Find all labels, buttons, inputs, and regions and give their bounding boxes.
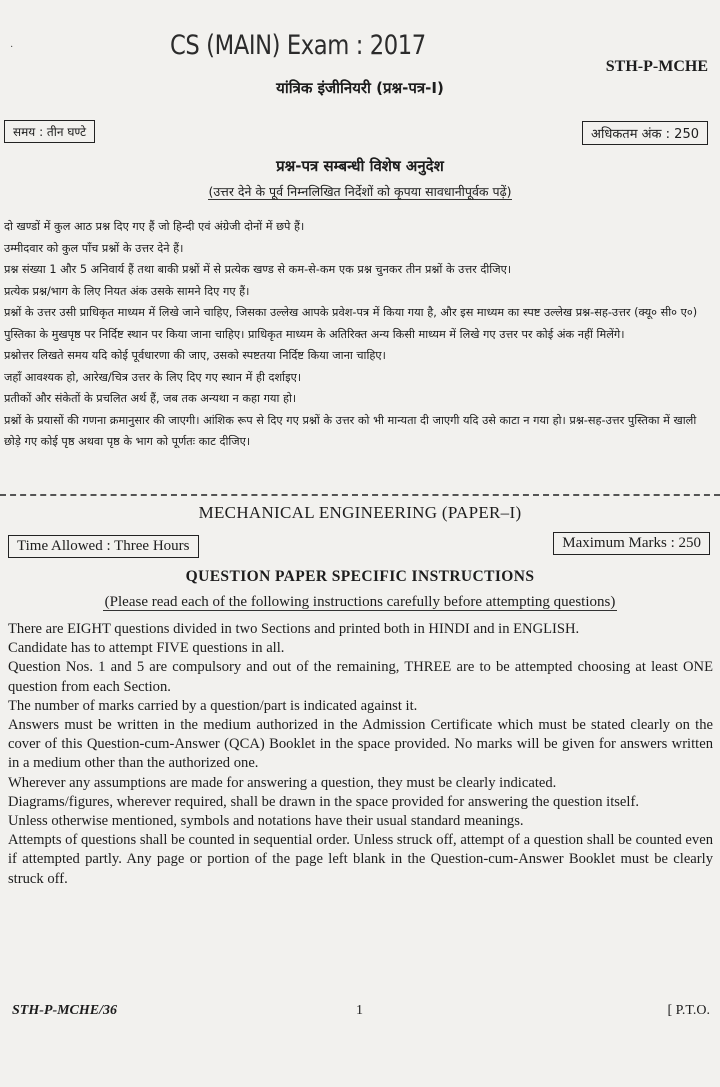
footer-pto: [ P.T.O. — [667, 1003, 710, 1018]
hindi-instructions-subheading — [0, 183, 720, 200]
english-instruction: The number of marks carried by a question/part is indicated against it. — [8, 697, 418, 714]
english-time-box: Time Allowed : Three Hours — [8, 535, 199, 558]
hindi-time-box: समय : तीन घण्टे — [4, 120, 95, 143]
english-instruction: Attempts of questions shall be counted in sequential order. Unless struck off, attempt of a question shall be counted even if attempted partly. Any page or portion of the page left blank in the Question-cum-Answer Booklet must be clearly struck off. — [8, 832, 713, 887]
paper-code: STH-P-MCHE — [605, 58, 708, 75]
hindi-instruction: जहाँ आवश्यक हो, आरेख/चित्र उत्तर के लिए दिए गए स्थान में ही दर्शाइए। — [4, 370, 302, 384]
hindi-instructions-heading: प्रश्न-पत्र सम्बन्धी विशेष अनुदेश — [276, 157, 444, 175]
hindi-instruction: उम्मीदवार को कुल पाँच प्रश्नों के उत्तर देने हैं। — [4, 241, 184, 255]
english-instruction: Question Nos. 1 and 5 are compulsory and out of the remaining, THREE are to be attempted choosing at least ONE question from each Section. — [8, 659, 713, 695]
stray-mark: · — [10, 42, 14, 53]
section-divider — [0, 494, 720, 496]
exam-title: CS (MAIN) Exam : 2017 — [170, 30, 426, 61]
footer-page-number: 1 — [356, 1003, 363, 1018]
hindi-subject-title: यांत्रिक इंजीनियरी (प्रश्न-पत्र-I) — [276, 79, 444, 97]
english-marks-box: Maximum Marks : 250 — [553, 532, 710, 555]
hindi-instruction: प्रश्नों के प्रयासों की गणना क्रमानुसार की जाएगी। आंशिक रूप से दिए गए प्रश्नों के उत्तर को भी मान्यता दी जाएगी यदि उसे काटा न गया हो। प्रश्न-सह-उत्तर पुस्तिका में खाली छोड़े गए कोई पृष्ठ अथवा पृष्ठ के भाग को पूर्णतः काट दीजिए। — [4, 413, 697, 448]
hindi-instruction: प्रश्नोत्तर लिखते समय यदि कोई पूर्वधारणा की जाए, उसको स्पष्टतया निर्दिष्ट किया जाना चाहिए। — [4, 349, 386, 362]
hindi-instruction: प्रतीकों और संकेतों के प्रचलित अर्थ हैं, जब तक अन्यथा न कहा गया हो। — [4, 392, 297, 405]
english-subheading-text: (Please read each of the following instructions carefully before attempting questions) — [104, 594, 616, 610]
hindi-instruction: प्रत्येक प्रश्न/भाग के लिए नियत अंक उसके सामने दिए गए हैं। — [4, 284, 250, 298]
english-instructions-heading: QUESTION PAPER SPECIFIC INSTRUCTIONS — [185, 568, 535, 585]
english-instructions — [8, 620, 713, 889]
hindi-instructions — [4, 216, 714, 453]
hindi-instruction: प्रश्नों के उत्तर उसी प्राधिकृत माध्यम में लिखे जाने चाहिए, जिसका उल्लेख आपके प्रवेश-पत्र में किया गया है, और इस माध्यम का स्पष्ट उल्लेख प्रश्न-सह-उत्तर (क्यू० सी० ए०) पुस्तिका के मुखपृष्ठ पर निर्दिष्ट स्थान पर किया जाना चाहिए। प्राधिकृत माध्यम के अतिरिक्त अन्य किसी माध्यम में लिखे गए उत्तर पर कोई अंक नहीं मिलेंगे। — [4, 306, 698, 341]
english-instruction: Wherever any assumptions are made for answering a question, they must be clearly indicated. — [8, 774, 557, 791]
english-instruction: Answers must be written in the medium authorized in the Admission Certificate which must be stated clearly on the cover of this Question-cum-Answer (QCA) Booklet in the space provided. No marks will be given for answers written in a medium other than the authorized one. — [8, 717, 713, 772]
english-instruction: There are EIGHT questions divided in two Sections and printed both in HINDI and in ENGLISH. — [8, 621, 580, 637]
hindi-instruction: दो खण्डों में कुल आठ प्रश्न दिए गए हैं जो हिन्दी एवं अंग्रेजी दोनों में छपे हैं। — [4, 220, 305, 233]
english-instructions-subheading — [0, 594, 720, 611]
english-instruction: Diagrams/figures, wherever required, shall be drawn in the space provided for answering the question itself. — [8, 793, 639, 810]
english-instruction: Unless otherwise mentioned, symbols and notations have their usual standard meanings. — [8, 813, 524, 830]
hindi-instruction: प्रश्न संख्या 1 और 5 अनिवार्य हैं तथा बाकी प्रश्नों में से प्रत्येक खण्ड से कम-से-कम एक प्रश्न चुनकर तीन प्रश्नों के उत्तर दीजिए। — [4, 263, 512, 276]
footer-paper-code: STH-P-MCHE/36 — [12, 1003, 118, 1018]
hindi-marks-box: अधिकतम अंक : 250 — [582, 121, 708, 145]
english-subject-title: MECHANICAL ENGINEERING (PAPER–I) — [198, 503, 522, 522]
hindi-subheading-text: (उत्तर देने के पूर्व निम्नलिखित निर्देशों को कृपया सावधानीपूर्वक पढ़ें) — [208, 184, 512, 199]
english-instruction: Candidate has to attempt FIVE questions in all. — [8, 640, 285, 657]
